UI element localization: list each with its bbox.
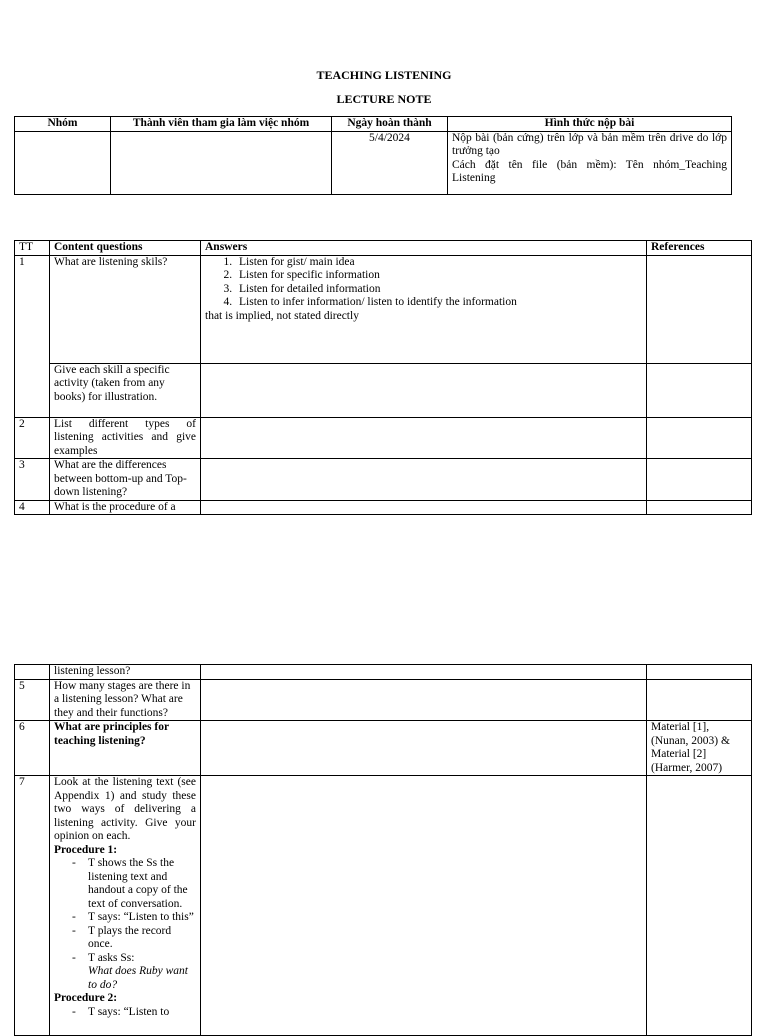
content-questions-table-continued [14,664,752,1036]
question-cell: What is the procedure of a [50,500,201,515]
submission-line-2: Cách đặt tên file (bản mềm): Tên nhóm_Teaching Listening [452,158,727,184]
procedure-1-steps [54,857,196,992]
cell-nhom [15,131,111,194]
table-row [15,417,752,459]
step-text: T asks Ss: [88,951,135,964]
row-number: 1 [15,255,50,417]
answer-cell [201,679,647,721]
row-number [15,665,50,680]
answer-list [205,256,642,310]
row-number: 3 [15,459,50,501]
reference-cell [647,665,752,680]
question-cell [50,776,201,1036]
table-row [15,665,752,680]
answer-cell [201,363,647,417]
submission-line-1: Nộp bài (bản cứng) trên lớp và bản mềm trên drive do lớp trưởng tạo [452,131,727,157]
table-row [15,776,752,1036]
header-references: References [647,241,752,256]
group-table-row [15,131,732,194]
list-item: 2. Listen for specific information [235,269,642,283]
answer-continuation: that is implied, not stated directly [205,309,359,322]
table-row [15,721,752,776]
row-number: 2 [15,417,50,459]
header-answers: Answers [201,241,647,256]
row-number: 5 [15,679,50,721]
question-intro: Look at the listening text (see Appendix 1) and study these two ways of delivering a listening activity. Give your opinion on each. [54,776,196,842]
question-cell: What are principles for teaching listening? [50,721,201,776]
reference-cell [647,255,752,363]
header-submission: Hình thức nộp bài [448,117,732,132]
answer-cell [201,721,647,776]
list-item: - T shows the Ss the listening text and handout a copy of the text of conversation. [64,857,196,911]
question-cell: What are the differences between bottom-up and Top-down listening? [50,459,201,501]
reference-cell [647,679,752,721]
reference-cell [647,776,752,1036]
question-cell: Give each skill a specific activity (taken from any books) for illustration. [50,363,201,417]
table-row [15,679,752,721]
header-members: Thành viên tham gia làm việc nhóm [111,117,332,132]
question-cell: listening lesson? [50,665,201,680]
table-row [15,500,752,515]
list-item: - T says: “Listen to [64,1006,196,1020]
procedure-1-label: Procedure 1: [54,843,118,856]
content-questions-table [14,240,752,515]
list-item: - T plays the record once. [64,925,196,952]
question-cell: List different types of listening activities and give examples [50,417,201,459]
procedure-2-label: Procedure 2: [54,992,118,1004]
answer-cell [201,776,647,1036]
header-nhom: Nhóm [15,117,111,132]
step-question: What does Ruby want to do? [88,965,188,991]
header-tt: TT [15,241,50,256]
reference-cell: Material [1], (Nunan, 2003) & Material [2] (Harmer, 2007) [647,721,752,776]
table-row [15,363,752,417]
list-item: 3. Listen for detailed information [235,283,642,297]
group-table-header-row [15,117,732,132]
header-content-questions: Content questions [50,241,201,256]
answer-cell [201,500,647,515]
reference-cell [647,417,752,459]
list-item: - T says: “Listen to this” [64,911,196,925]
header-date: Ngày hoàn thành [332,117,448,132]
cell-members [111,131,332,194]
answer-cell [201,665,647,680]
table-row [15,255,752,363]
document-title: TEACHING LISTENING [316,68,452,82]
document-subtitle: LECTURE NOTE [336,92,432,106]
list-item [64,952,196,993]
answer-cell [201,417,647,459]
procedure-2-steps [54,1006,196,1020]
question-cell: How many stages are there in a listening lesson? What are they and their functions? [50,679,201,721]
cell-date: 5/4/2024 [332,131,448,194]
answer-cell [201,459,647,501]
list-item: 4. Listen to infer information/ listen to identify the information [235,296,642,310]
table-row [15,459,752,501]
reference-cell [647,363,752,417]
group-info-table [14,116,732,195]
question-cell: What are listening skils? [50,255,201,363]
list-item: 1. Listen for gist/ main idea [235,256,642,270]
row-number: 7 [15,776,50,1036]
reference-cell [647,459,752,501]
row-number: 4 [15,500,50,515]
content-table-header-row [15,241,752,256]
cell-submission [448,131,732,194]
row-number: 6 [15,721,50,776]
answer-cell [201,255,647,363]
reference-cell [647,500,752,515]
